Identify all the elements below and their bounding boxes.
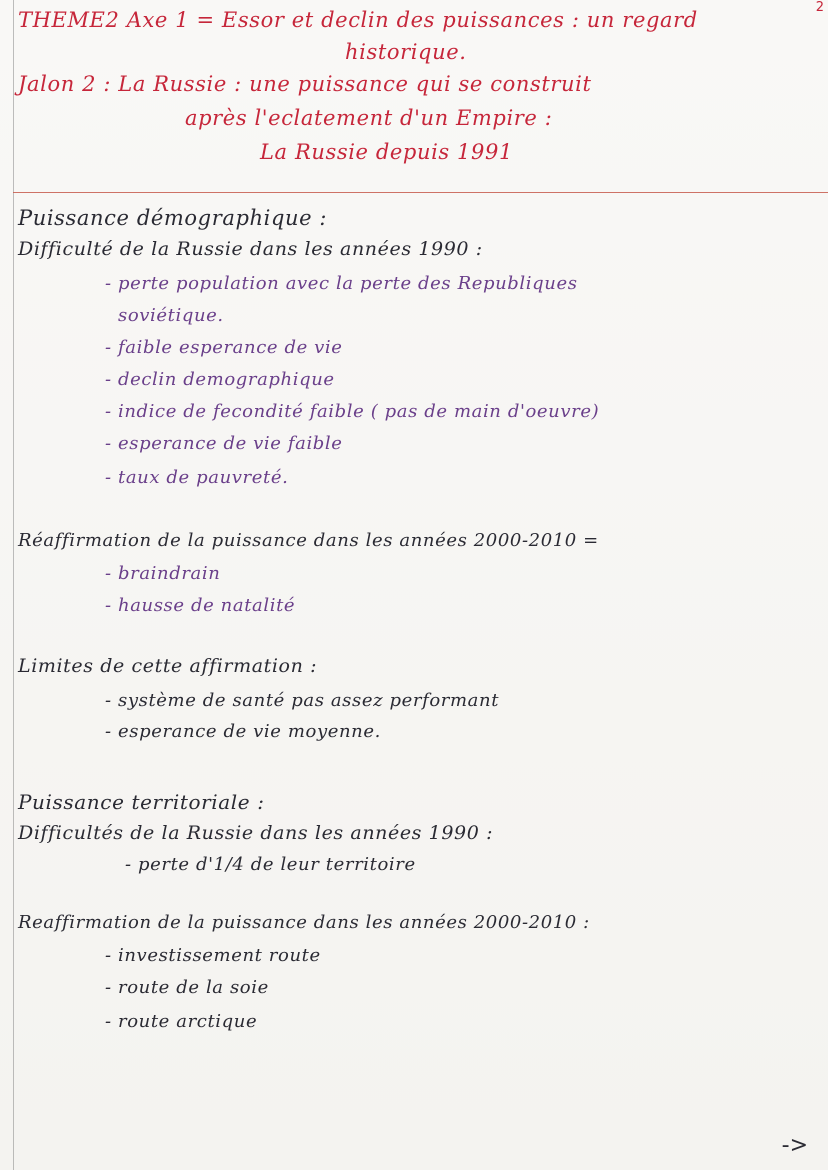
reaffirmation-heading: Réaffirmation de la puissance dans les années 2000-2010 = [18, 530, 599, 551]
next-page-arrow-icon: -> [781, 1133, 808, 1158]
header-divider [13, 192, 828, 193]
demographic-item: - declin demographique [105, 369, 335, 390]
territorial-reaffirmation-item: - investissement route [105, 945, 321, 966]
header-jalon-line-cont: après l'eclatement d'un Empire : [185, 106, 553, 130]
territorial-reaffirmation-heading: Reaffirmation de la puissance dans les années 2000-2010 : [18, 912, 590, 933]
territorial-reaffirmation-item: - route arctique [105, 1011, 258, 1032]
demographic-item: - indice de fecondité faible ( pas de main d'oeuvre) [105, 401, 600, 422]
header-theme-line-cont: historique. [345, 40, 467, 64]
demographic-difficulties-heading: Difficulté de la Russie dans les années 1990 : [18, 238, 483, 260]
header-subtitle: La Russie depuis 1991 [260, 140, 513, 164]
limits-item: - système de santé pas assez performant [105, 690, 500, 711]
reaffirmation-item: - hausse de natalité [105, 595, 296, 616]
territorial-reaffirmation-item: - route de la soie [105, 977, 269, 998]
demographic-item: soviétique. [118, 305, 224, 326]
section-title-territorial: Puissance territoriale : [18, 790, 265, 814]
page-number: 2 [815, 0, 824, 15]
reaffirmation-item: - braindrain [105, 563, 221, 584]
header-jalon-line: Jalon 2 : La Russie : une puissance qui se construit [18, 72, 592, 96]
demographic-item: - taux de pauvreté. [105, 467, 289, 488]
territorial-item: - perte d'1/4 de leur territoire [125, 854, 416, 875]
margin-line [13, 0, 14, 1170]
header-theme-line: THEME2 Axe 1 = Essor et declin des puissances : un regard [18, 8, 698, 32]
demographic-item: - faible esperance de vie [105, 337, 343, 358]
limits-heading: Limites de cette affirmation : [18, 655, 318, 677]
limits-item: - esperance de vie moyenne. [105, 721, 381, 742]
territorial-difficulties-heading: Difficultés de la Russie dans les années 1990 : [18, 822, 494, 844]
section-title-demographic: Puissance démographique : [18, 206, 328, 230]
demographic-item: - perte population avec la perte des Republiques [105, 273, 578, 294]
demographic-item: - esperance de vie faible [105, 433, 343, 454]
